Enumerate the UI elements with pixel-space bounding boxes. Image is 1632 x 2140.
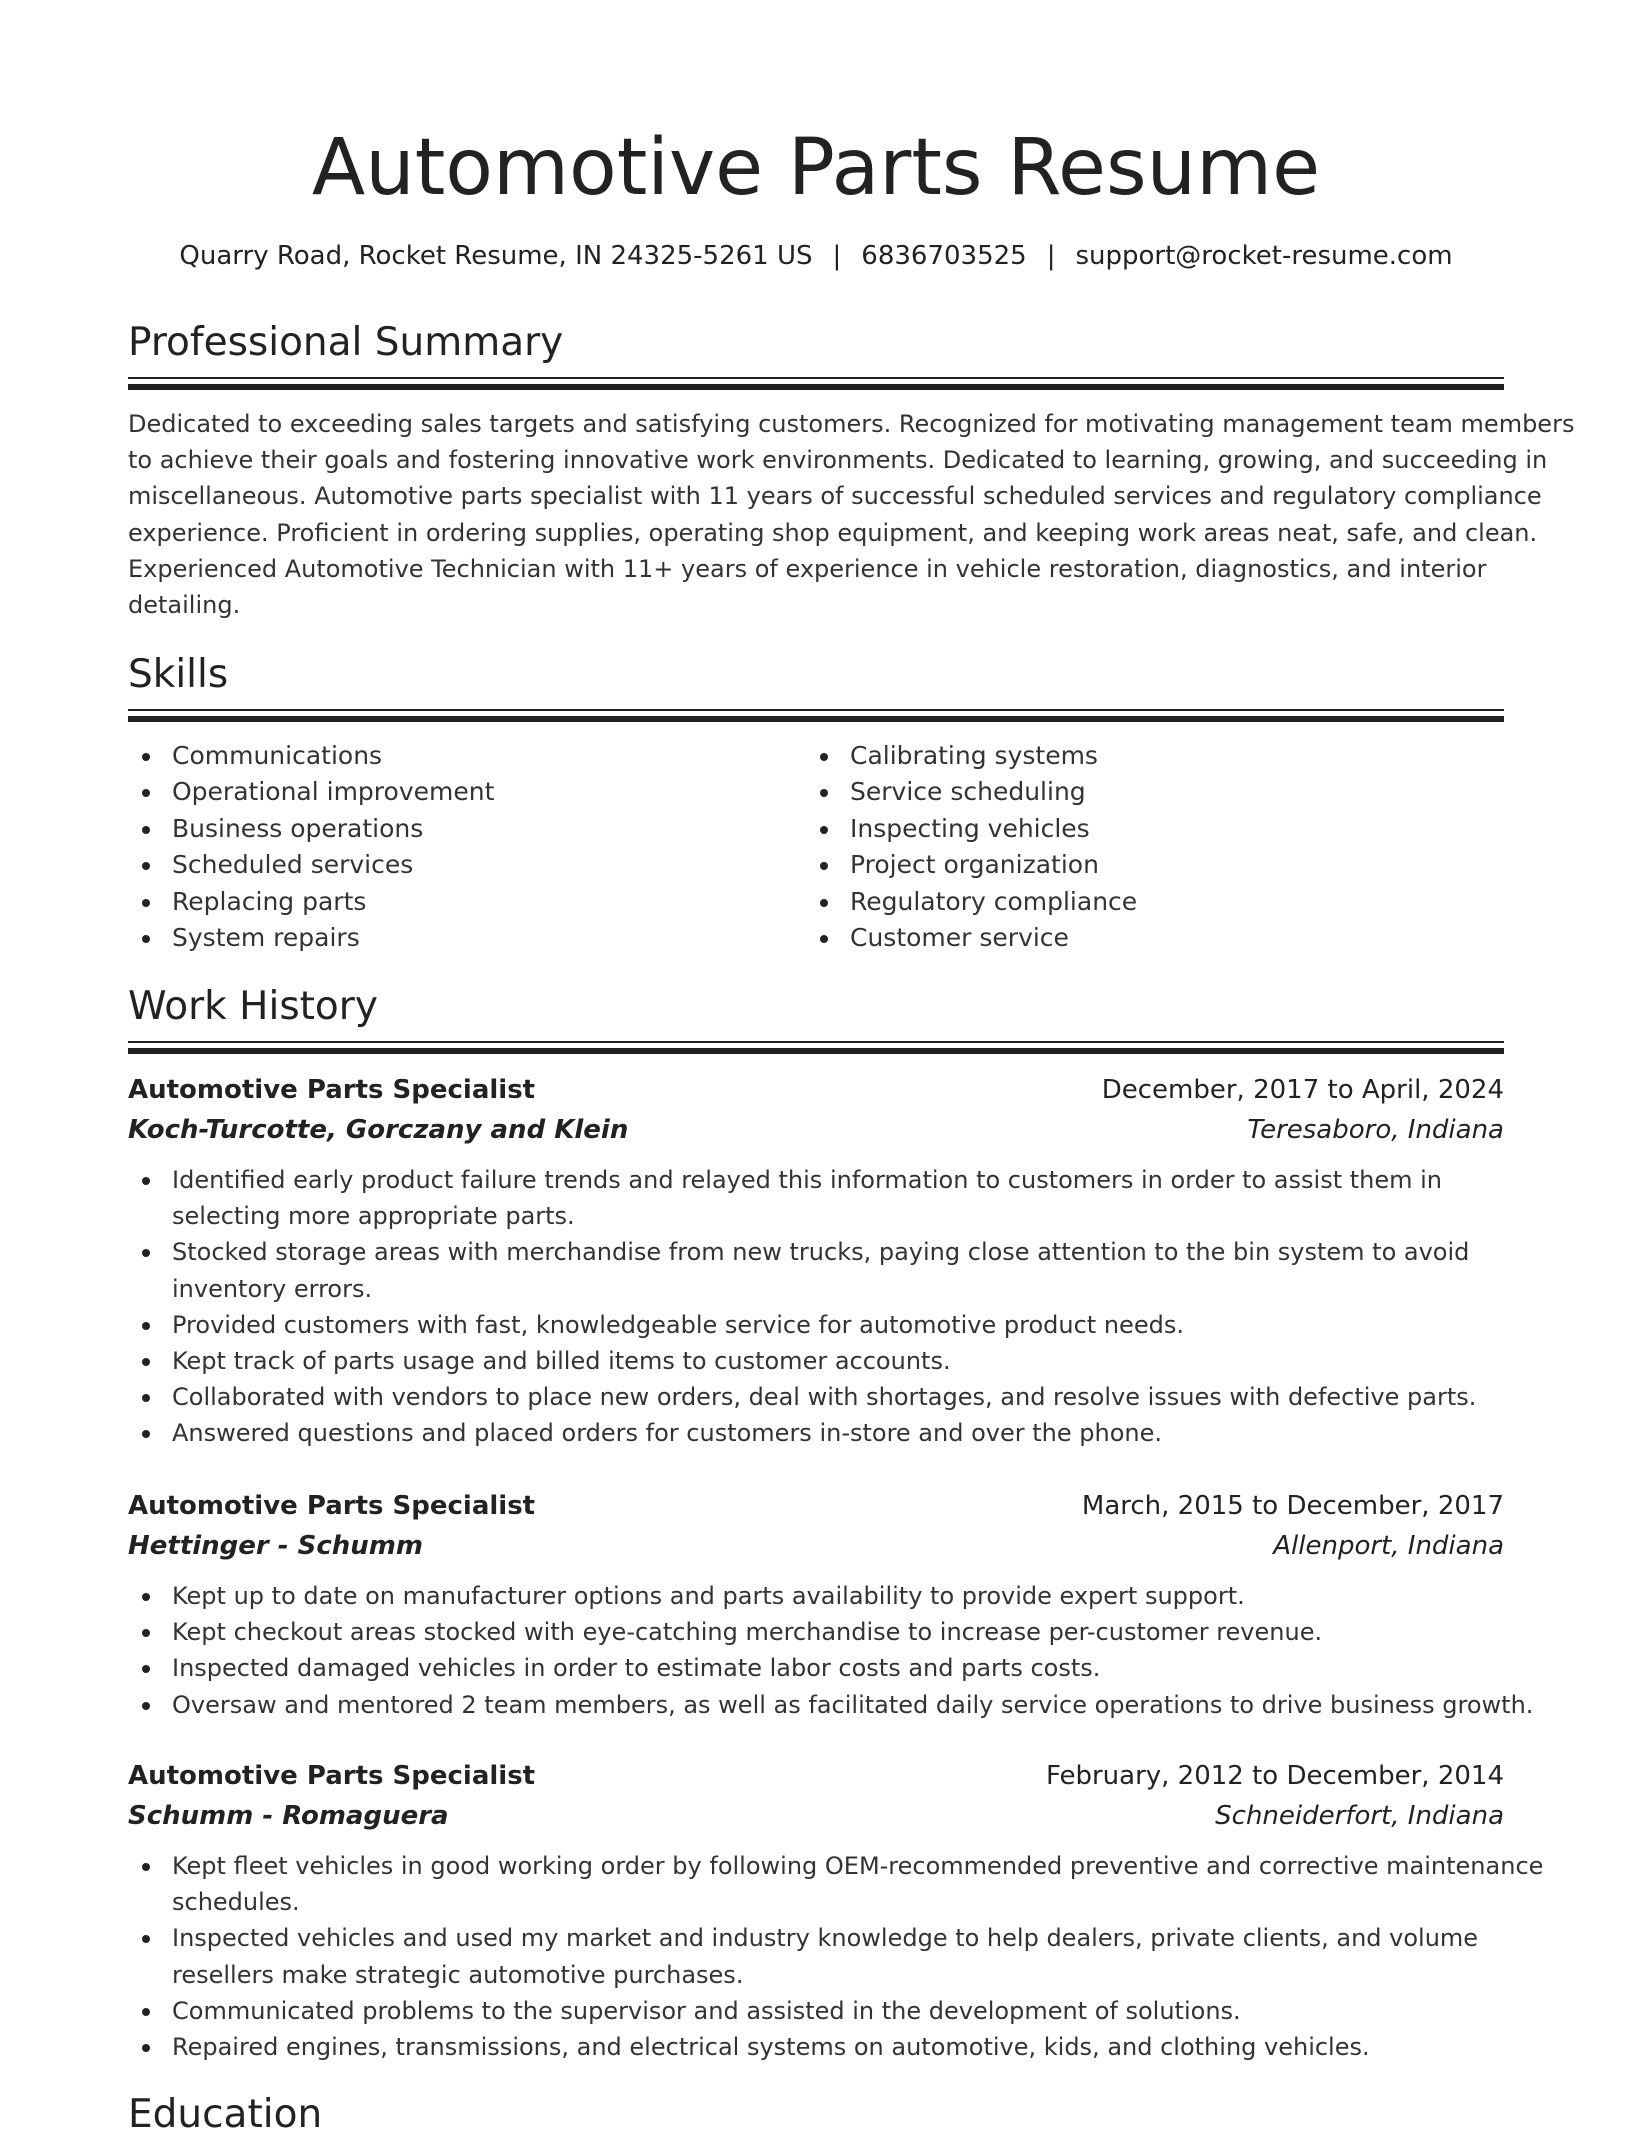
bullet-icon xyxy=(142,789,150,797)
bullet-icon xyxy=(142,2008,150,2016)
bullet-icon xyxy=(142,862,150,870)
skill-item: Inspecting vehicles xyxy=(806,811,1137,847)
skill-item: Project organization xyxy=(806,847,1137,883)
job-location: Teresaboro, Indiana xyxy=(1247,1115,1504,1145)
skills-list-left xyxy=(128,738,494,956)
skill-item: Business operations xyxy=(128,811,494,847)
job-entry xyxy=(128,1486,1534,1723)
job-header xyxy=(128,1756,1504,1796)
summary-line: to achieve their goals and fostering innovative work environments. Dedicated to learning, growing, and succeeding in xyxy=(128,446,1548,475)
summary-line: detailing. xyxy=(128,591,241,620)
bullet-icon xyxy=(820,826,828,834)
job-title: Automotive Parts Specialist xyxy=(128,1761,536,1791)
job-title: Automotive Parts Specialist xyxy=(128,1075,536,1105)
section-divider xyxy=(128,377,1504,391)
job-location: Allenport, Indiana xyxy=(1273,1531,1504,1561)
duty-item: Stocked storage areas with merchandise from new trucks, paying close attention to the bin system to avoid inventory errors. xyxy=(128,1234,1504,1306)
bullet-icon xyxy=(142,1702,150,1710)
job-location: Schneiderfort, Indiana xyxy=(1215,1801,1504,1831)
skill-item: Replacing parts xyxy=(128,884,494,920)
job-dates: February, 2012 to December, 2014 xyxy=(1045,1761,1504,1791)
job-duties xyxy=(128,1578,1534,1723)
bullet-icon xyxy=(142,1358,150,1366)
job-header xyxy=(128,1486,1504,1526)
job-header xyxy=(128,1070,1504,1110)
bullet-icon xyxy=(142,1665,150,1673)
duty-item: Inspected vehicles and used my market and industry knowledge to help dealers, private clients, and volume resellers make strategic automotive purchases. xyxy=(128,1920,1504,1992)
job-subheader xyxy=(128,1796,1504,1836)
summary-line: miscellaneous. Automotive parts specialist with 11 years of successful scheduled services and regulatory compliance xyxy=(128,482,1542,511)
bullet-icon xyxy=(142,1629,150,1637)
job-entry xyxy=(128,1756,1544,2065)
skill-item: Regulatory compliance xyxy=(806,884,1137,920)
bullet-icon xyxy=(142,1430,150,1438)
bullet-icon xyxy=(142,899,150,907)
resume-title: Automotive Parts Resume xyxy=(311,123,1321,213)
bullet-icon xyxy=(142,1177,150,1185)
duty-item: Repaired engines, transmissions, and electrical systems on automotive, kids, and clothing vehicles. xyxy=(128,2029,1504,2065)
section-divider xyxy=(128,1041,1504,1055)
bullet-icon xyxy=(820,862,828,870)
skill-item: Customer service xyxy=(806,920,1137,956)
job-company: Hettinger - Schumm xyxy=(128,1531,423,1561)
bullet-icon xyxy=(142,826,150,834)
bullet-icon xyxy=(142,1593,150,1601)
bullet-icon xyxy=(820,789,828,797)
section-title-skills: Skills xyxy=(128,652,229,697)
contact-email[interactable]: support@rocket-resume.com xyxy=(1075,241,1453,271)
duty-item: Kept up to date on manufacturer options and parts availability to provide expert support. xyxy=(128,1578,1504,1614)
job-dates: December, 2017 to April, 2024 xyxy=(1101,1075,1504,1105)
job-duties xyxy=(128,1162,1504,1452)
job-subheader xyxy=(128,1110,1504,1150)
contact-line xyxy=(128,238,1504,274)
summary-line: Dedicated to exceeding sales targets and satisfying customers. Recognized for motivating management team members xyxy=(128,410,1575,438)
job-entry xyxy=(128,1070,1504,1452)
job-subheader xyxy=(128,1526,1504,1566)
section-title-work: Work History xyxy=(128,984,378,1029)
job-company: Koch-Turcotte, Gorczany and Klein xyxy=(128,1115,629,1145)
summary-line: experience. Proficient in ordering supplies, operating shop equipment, and keeping work areas neat, safe, and clean. xyxy=(128,518,1538,547)
contact-address: Quarry Road, Rocket Resume, IN 24325-5261 US xyxy=(179,241,813,271)
duty-item: Communicated problems to the supervisor and assisted in the development of solutions. xyxy=(128,1993,1504,2029)
job-company: Schumm - Romaguera xyxy=(128,1801,449,1831)
bullet-icon xyxy=(142,1863,150,1871)
duty-item: Collaborated with vendors to place new orders, deal with shortages, and resolve issues with defective parts. xyxy=(128,1379,1504,1415)
bullet-icon xyxy=(820,935,828,943)
duty-item: Inspected damaged vehicles in order to estimate labor costs and parts costs. xyxy=(128,1650,1504,1686)
bullet-icon xyxy=(820,753,828,761)
bullet-icon xyxy=(142,2044,150,2052)
skill-item: Service scheduling xyxy=(806,774,1137,810)
bullet-icon xyxy=(142,1935,150,1943)
duty-item: Kept track of parts usage and billed items to customer accounts. xyxy=(128,1343,1504,1379)
duty-item: Kept checkout areas stocked with eye-catching merchandise to increase per-customer revenue. xyxy=(128,1614,1504,1650)
bullet-icon xyxy=(142,1322,150,1330)
contact-separator: | xyxy=(832,241,842,271)
summary-line: Experienced Automotive Technician with 11+ years of experience in vehicle restoration, diagnostics, and interior xyxy=(128,554,1487,583)
skill-item: Communications xyxy=(128,738,494,774)
job-duties xyxy=(128,1848,1544,2065)
summary-text xyxy=(128,406,1575,623)
job-dates: March, 2015 to December, 2017 xyxy=(1081,1491,1504,1521)
duty-item: Oversaw and mentored 2 team members, as well as facilitated daily service operations to drive business growth. xyxy=(128,1687,1504,1723)
section-divider xyxy=(128,709,1504,723)
skill-item: Calibrating systems xyxy=(806,738,1137,774)
skills-list-right xyxy=(806,738,1137,956)
skill-item: Operational improvement xyxy=(128,774,494,810)
duty-item: Provided customers with fast, knowledgeable service for automotive product needs. xyxy=(128,1307,1504,1343)
skill-item: System repairs xyxy=(128,920,494,956)
bullet-icon xyxy=(142,1394,150,1402)
bullet-icon xyxy=(820,899,828,907)
duty-item: Kept fleet vehicles in good working order by following OEM-recommended preventive and corrective maintenance schedules. xyxy=(128,1848,1504,1920)
contact-separator: | xyxy=(1046,241,1056,271)
section-title-summary: Professional Summary xyxy=(128,320,564,365)
skill-item: Scheduled services xyxy=(128,847,494,883)
contact-phone: 6836703525 xyxy=(861,241,1027,271)
duty-item: Answered questions and placed orders for customers in-store and over the phone. xyxy=(128,1415,1504,1451)
bullet-icon xyxy=(142,753,150,761)
duty-item: Identified early product failure trends and relayed this information to customers in order to assist them in selecting more appropriate parts. xyxy=(128,1162,1504,1234)
section-title-education: Education xyxy=(128,2092,323,2137)
job-title: Automotive Parts Specialist xyxy=(128,1491,536,1521)
bullet-icon xyxy=(142,935,150,943)
bullet-icon xyxy=(142,1249,150,1257)
